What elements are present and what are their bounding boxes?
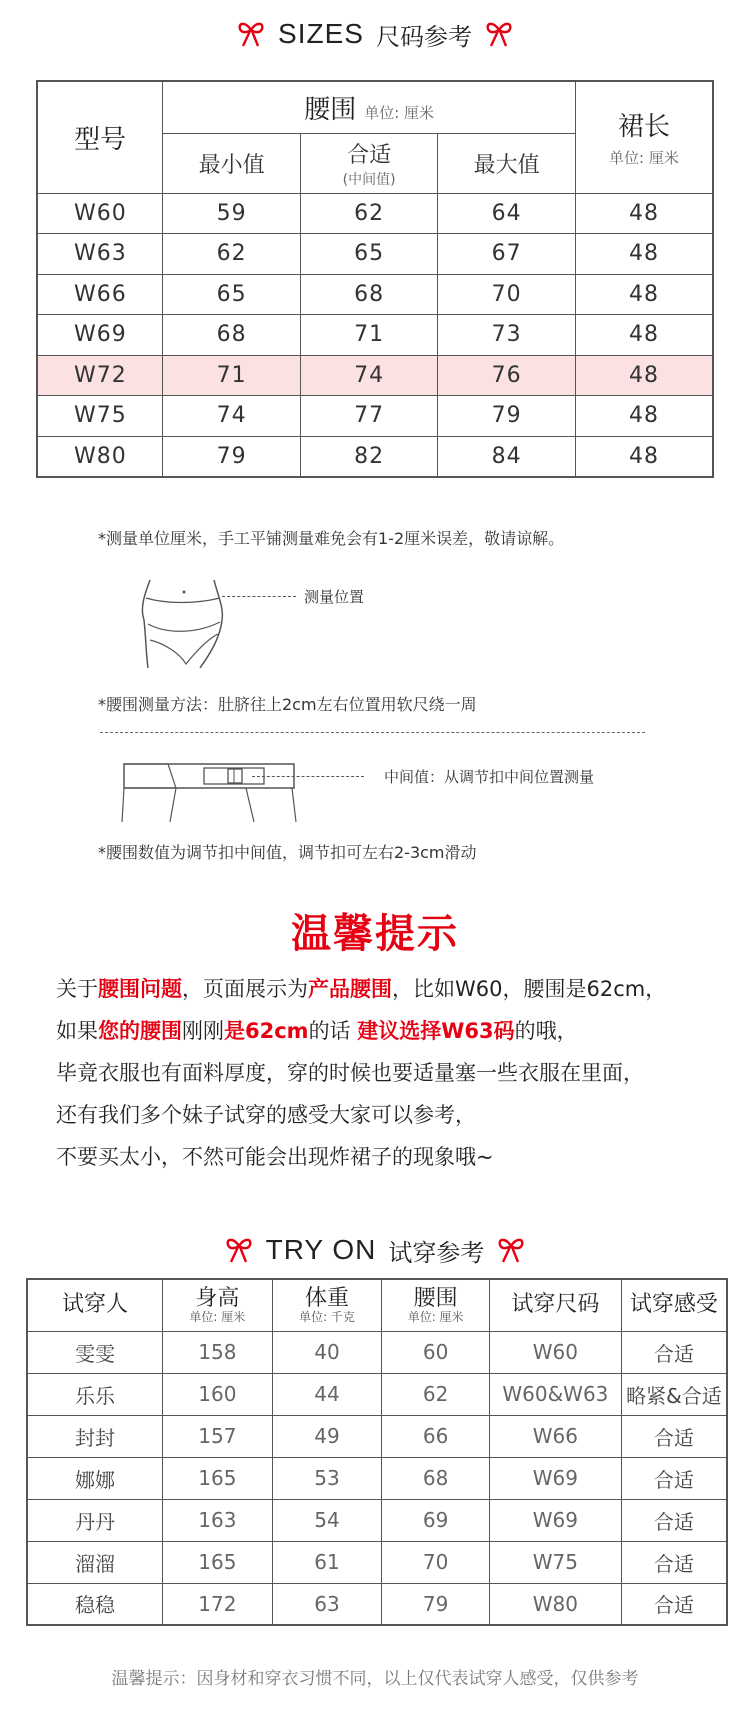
size-cell: 74 xyxy=(163,396,301,437)
header-max: 最大值 xyxy=(438,133,576,193)
tryon-cell: W60 xyxy=(489,1331,621,1373)
tryon-cell: 172 xyxy=(163,1583,273,1625)
tryon-cell: 63 xyxy=(272,1583,382,1625)
middle-value-label: 中间值：从调节扣中间位置测量 xyxy=(384,768,595,786)
tryon-cell: 61 xyxy=(272,1541,382,1583)
size-cell: W60 xyxy=(37,193,163,234)
tryon-cell: 略紧&合适 xyxy=(621,1373,727,1415)
tryon-cell: W66 xyxy=(489,1415,621,1457)
tryon-cell: 70 xyxy=(382,1541,490,1583)
tryon-cell: 合适 xyxy=(621,1499,727,1541)
size-cell: 65 xyxy=(163,274,301,315)
warm-tip-line-5: 不要买太小，不然可能会出现炸裙子的现象哦~ xyxy=(56,1145,494,1169)
warm-tip-text xyxy=(56,968,716,1178)
tryon-cell: 158 xyxy=(163,1331,273,1373)
size-cell: 68 xyxy=(300,274,438,315)
tryon-cell: 49 xyxy=(272,1415,382,1457)
warm-tip-line-2: 如果您的腰围刚刚是62cm的话 建议选择W63码的哦， xyxy=(56,1019,578,1043)
size-cell: 68 xyxy=(163,315,301,356)
tryon-title-zh: 试穿参考 xyxy=(388,1238,485,1267)
ribbon-bow-icon xyxy=(496,1236,526,1264)
tryon-table xyxy=(26,1278,728,1626)
size-cell: W75 xyxy=(37,396,163,437)
tryon-row xyxy=(27,1457,727,1499)
size-cell: W69 xyxy=(37,315,163,356)
tryon-cell: 合适 xyxy=(621,1541,727,1583)
size-cell: 48 xyxy=(575,315,713,356)
size-cell: 70 xyxy=(438,274,576,315)
header-feel: 试穿感受 xyxy=(621,1279,727,1331)
size-cell: 48 xyxy=(575,193,713,234)
size-cell: W80 xyxy=(37,436,163,477)
header-fit: 合适 (中间值) xyxy=(300,133,438,193)
tryon-cell: 合适 xyxy=(621,1583,727,1625)
tryon-row xyxy=(27,1499,727,1541)
size-row xyxy=(37,234,713,275)
size-row xyxy=(37,436,713,477)
size-cell: 64 xyxy=(438,193,576,234)
header-person: 试穿人 xyxy=(27,1279,163,1331)
waist-value-note: *腰围数值为调节扣中间值，调节扣可左右2-3cm滑动 xyxy=(98,843,477,862)
size-cell: 48 xyxy=(575,234,713,275)
tryon-cell: 合适 xyxy=(621,1457,727,1499)
size-cell: 48 xyxy=(575,396,713,437)
measure-note: *测量单位厘米，手工平铺测量难免会有1-2厘米误差，敬请谅解。 xyxy=(98,529,565,548)
size-cell: 59 xyxy=(163,193,301,234)
size-cell: 84 xyxy=(438,436,576,477)
sizes-title xyxy=(0,16,750,52)
tryon-cell: 封封 xyxy=(27,1415,163,1457)
ribbon-bow-icon xyxy=(224,1236,254,1264)
size-cell: 65 xyxy=(300,234,438,275)
warm-tip-line-3: 毕竟衣服也有面料厚度，穿的时候也要适量塞一些衣服在里面， xyxy=(56,1061,644,1085)
size-cell: 77 xyxy=(300,396,438,437)
tryon-row xyxy=(27,1541,727,1583)
size-row xyxy=(37,193,713,234)
tryon-cell: 165 xyxy=(163,1541,273,1583)
header-size: 试穿尺码 xyxy=(489,1279,621,1331)
tryon-cell: 165 xyxy=(163,1457,273,1499)
footer-note: 温馨提示：因身材和穿衣习惯不同，以上仅代表试穿人感受，仅供参考 xyxy=(111,1669,639,1689)
tryon-row xyxy=(27,1583,727,1625)
warm-tip-line-1: 关于腰围问题，页面展示为产品腰围，比如W60，腰围是62cm， xyxy=(56,977,667,1001)
waist-diagram-icon xyxy=(136,578,236,670)
header-waist: 腰围 单位: 厘米 xyxy=(382,1279,490,1331)
header-model: 型号 xyxy=(37,81,163,193)
tryon-cell: W75 xyxy=(489,1541,621,1583)
tryon-title-en: TRY ON xyxy=(265,1234,377,1265)
header-min: 最小值 xyxy=(163,133,301,193)
size-row xyxy=(37,396,713,437)
tryon-cell: 合适 xyxy=(621,1415,727,1457)
size-cell: W72 xyxy=(37,355,163,396)
divider xyxy=(100,732,645,733)
tryon-row xyxy=(27,1331,727,1373)
size-cell: 62 xyxy=(163,234,301,275)
tryon-cell: 娜娜 xyxy=(27,1457,163,1499)
tryon-cell: 雯雯 xyxy=(27,1331,163,1373)
tryon-cell: 69 xyxy=(382,1499,490,1541)
header-height: 身高 单位: 厘米 xyxy=(163,1279,273,1331)
tryon-cell: W80 xyxy=(489,1583,621,1625)
tryon-title xyxy=(0,1232,750,1268)
tryon-cell: 79 xyxy=(382,1583,490,1625)
tryon-cell: 157 xyxy=(163,1415,273,1457)
tryon-cell: 66 xyxy=(382,1415,490,1457)
tryon-cell: W60&W63 xyxy=(489,1373,621,1415)
tryon-cell: 60 xyxy=(382,1331,490,1373)
tryon-cell: 68 xyxy=(382,1457,490,1499)
tryon-cell: 溜溜 xyxy=(27,1541,163,1583)
size-table xyxy=(36,80,714,478)
tryon-cell: 丹丹 xyxy=(27,1499,163,1541)
measure-dash xyxy=(222,596,296,597)
tryon-cell: 54 xyxy=(272,1499,382,1541)
size-cell: 71 xyxy=(163,355,301,396)
ribbon-bow-icon xyxy=(484,20,514,48)
size-row xyxy=(37,315,713,356)
size-cell: 48 xyxy=(575,355,713,396)
size-cell: 67 xyxy=(438,234,576,275)
header-skirt-length: 裙长 单位: 厘米 xyxy=(575,81,713,193)
size-row xyxy=(37,355,713,396)
tryon-cell: 44 xyxy=(272,1373,382,1415)
middle-dash xyxy=(252,776,364,777)
tryon-cell: 合适 xyxy=(621,1331,727,1373)
sizes-title-en: SIZES xyxy=(278,18,364,49)
tryon-cell: W69 xyxy=(489,1499,621,1541)
size-cell: 82 xyxy=(300,436,438,477)
size-row xyxy=(37,274,713,315)
tryon-cell: 163 xyxy=(163,1499,273,1541)
size-cell: 73 xyxy=(438,315,576,356)
tryon-row xyxy=(27,1373,727,1415)
tryon-row xyxy=(27,1415,727,1457)
size-cell: 48 xyxy=(575,436,713,477)
size-cell: W63 xyxy=(37,234,163,275)
tryon-cell: 40 xyxy=(272,1331,382,1373)
tryon-cell: W69 xyxy=(489,1457,621,1499)
size-cell: 71 xyxy=(300,315,438,356)
header-weight: 体重 单位: 千克 xyxy=(272,1279,382,1331)
size-cell: 79 xyxy=(163,436,301,477)
header-waist: 腰围 单位: 厘米 xyxy=(163,81,576,133)
tryon-cell: 62 xyxy=(382,1373,490,1415)
warm-tip-title: 温馨提示 xyxy=(291,911,459,957)
size-cell: 79 xyxy=(438,396,576,437)
warm-tip-line-4: 还有我们多个妹子试穿的感受大家可以参考， xyxy=(56,1103,476,1127)
tryon-cell: 53 xyxy=(272,1457,382,1499)
size-cell: 74 xyxy=(300,355,438,396)
size-cell: 62 xyxy=(300,193,438,234)
tryon-cell: 稳稳 xyxy=(27,1583,163,1625)
waistband-diagram-icon xyxy=(120,756,300,824)
size-cell: W66 xyxy=(37,274,163,315)
size-cell: 76 xyxy=(438,355,576,396)
size-cell: 48 xyxy=(575,274,713,315)
tryon-cell: 乐乐 xyxy=(27,1373,163,1415)
measure-position-label: 测量位置 xyxy=(304,588,365,606)
sizes-title-zh: 尺码参考 xyxy=(375,22,472,51)
waist-method-note: *腰围测量方法：肚脐往上2cm左右位置用软尺绕一周 xyxy=(98,695,477,714)
ribbon-bow-icon xyxy=(236,20,266,48)
tryon-cell: 160 xyxy=(163,1373,273,1415)
